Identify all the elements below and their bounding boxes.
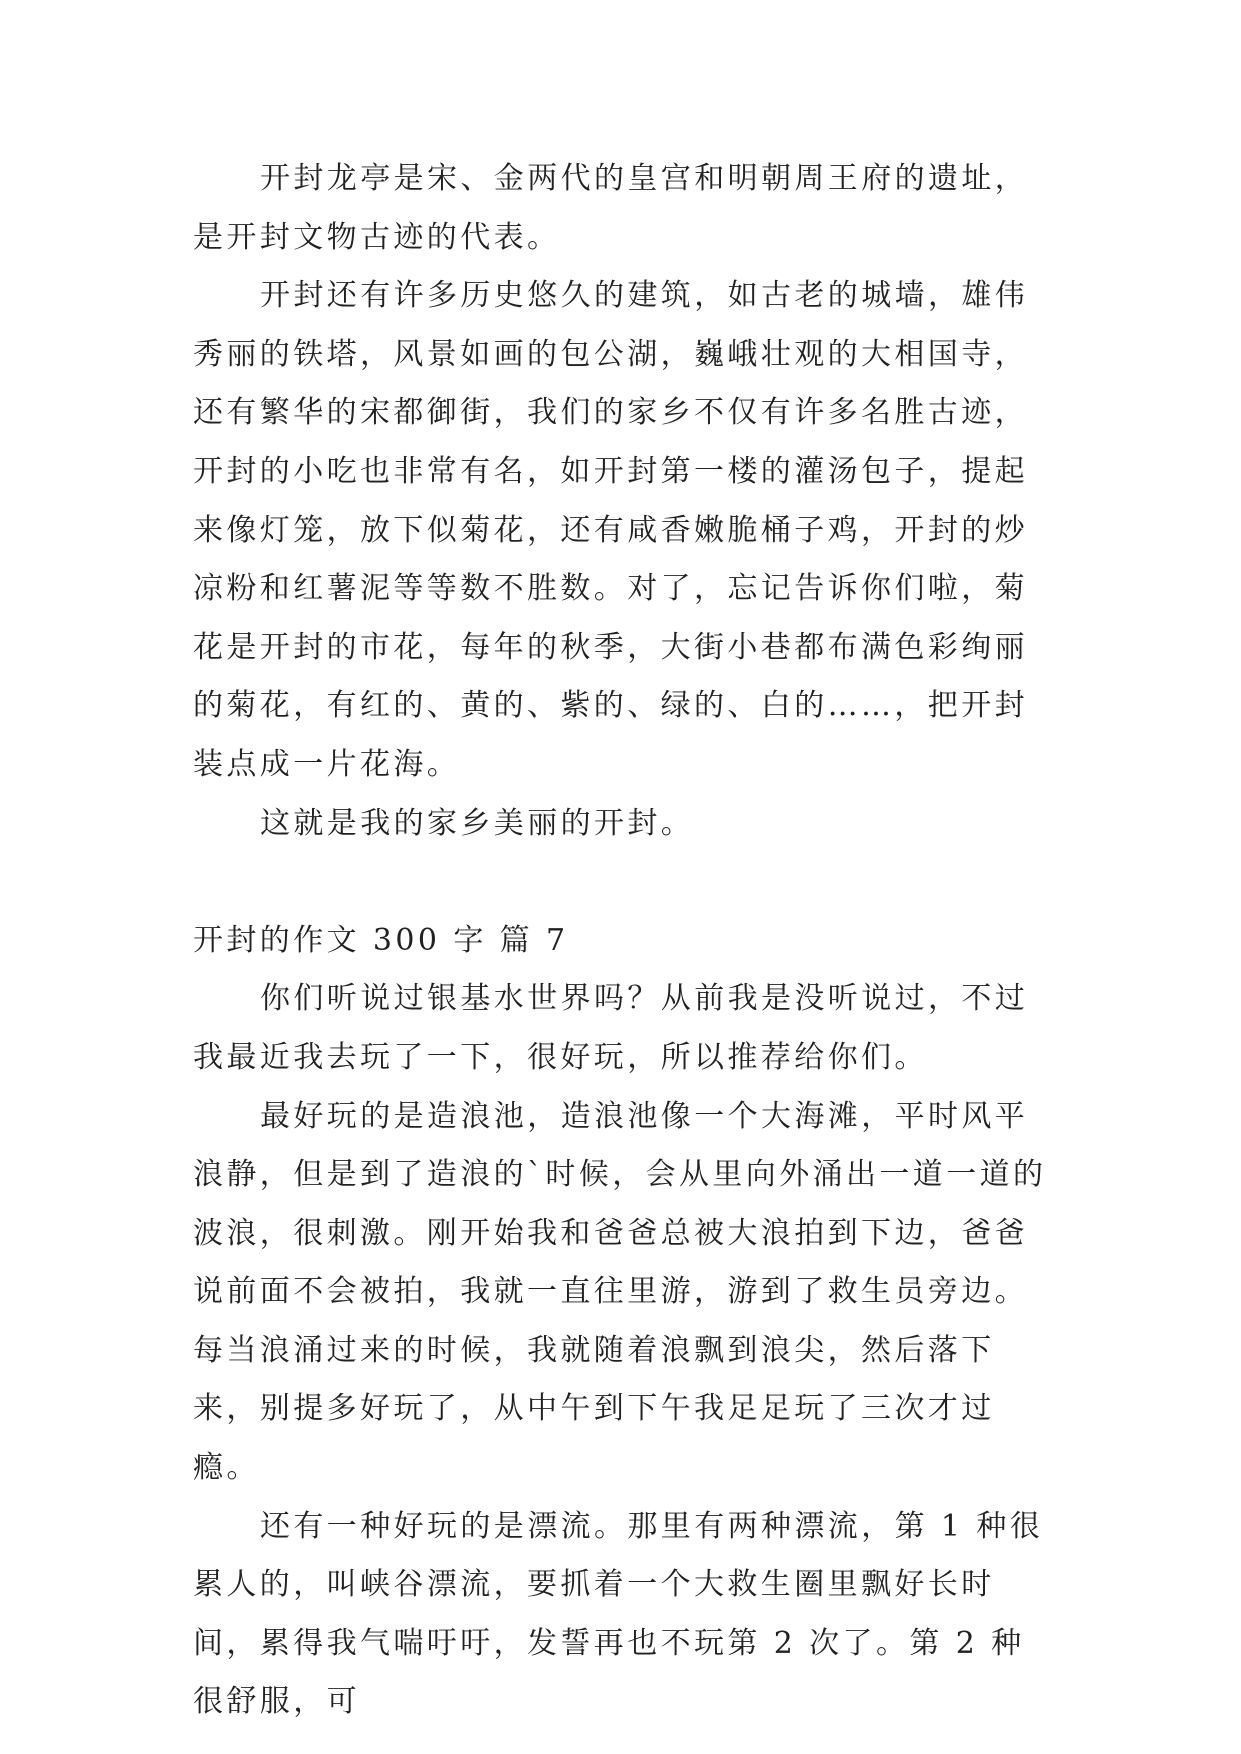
section-spacer (193, 853, 1053, 912)
paragraph-closing: 这就是我的家乡美丽的开封。 (260, 805, 695, 841)
document-body (193, 150, 1053, 1732)
paragraph-water-world-intro: 你们听说过银基水世界吗？从前我是没听说过，不过我最近我去玩了一下，很好玩，所以推荐给你们。 (193, 981, 1029, 1075)
section-heading: 开封的作文 300 字 篇 7 (193, 922, 569, 958)
paragraph-buildings-and-food: 开封还有许多历史悠久的建筑，如古老的城墙，雄伟秀丽的铁塔，风景如画的包公湖，巍峨壮观的大相国寺，还有繁华的宋都御街，我们的家乡不仅有许多名胜古迹，开封的小吃也非常有名，如开封第一楼的灌汤包子，提起来像灯笼，放下似菊花，还有咸香嫩脆桶子鸡，开封的炒凉粉和红薯泥等等数不胜数。对了，忘记告诉你们啦，菊花是开封的市花，每年的秋季，大街小巷都布满色彩绚丽的菊花，有红的、黄的、紫的、绿的、白的……，把开封装点成一片花海。 (193, 278, 1029, 782)
paragraph-rafting: 还有一种好玩的是漂流。那里有两种漂流，第 1 种很累人的，叫峡谷漂流，要抓着一个大救生圈里飘好长时间，累得我气喘吁吁，发誓再也不玩第 2 次了。第 2 种很舒服，可 (193, 1508, 1044, 1720)
paragraph-wave-pool: 最好玩的是造浪池，造浪池像一个大海滩，平时风平浪静，但是到了造浪的`时候，会从里向外涌出一道一道的波浪，很刺激。刚开始我和爸爸总被大浪拍到下边，爸爸说前面不会被拍，我就一直往里游，游到了救生员旁边。每当浪涌过来的时候，我就随着浪飘到浪尖，然后落下来，别提多好玩了，从中午到下午我足足玩了三次才过瘾。 (193, 1098, 1047, 1486)
paragraph-longting: 开封龙亭是宋、金两代的皇宫和明朝周王府的遗址，是开封文物古迹的代表。 (193, 161, 1029, 255)
